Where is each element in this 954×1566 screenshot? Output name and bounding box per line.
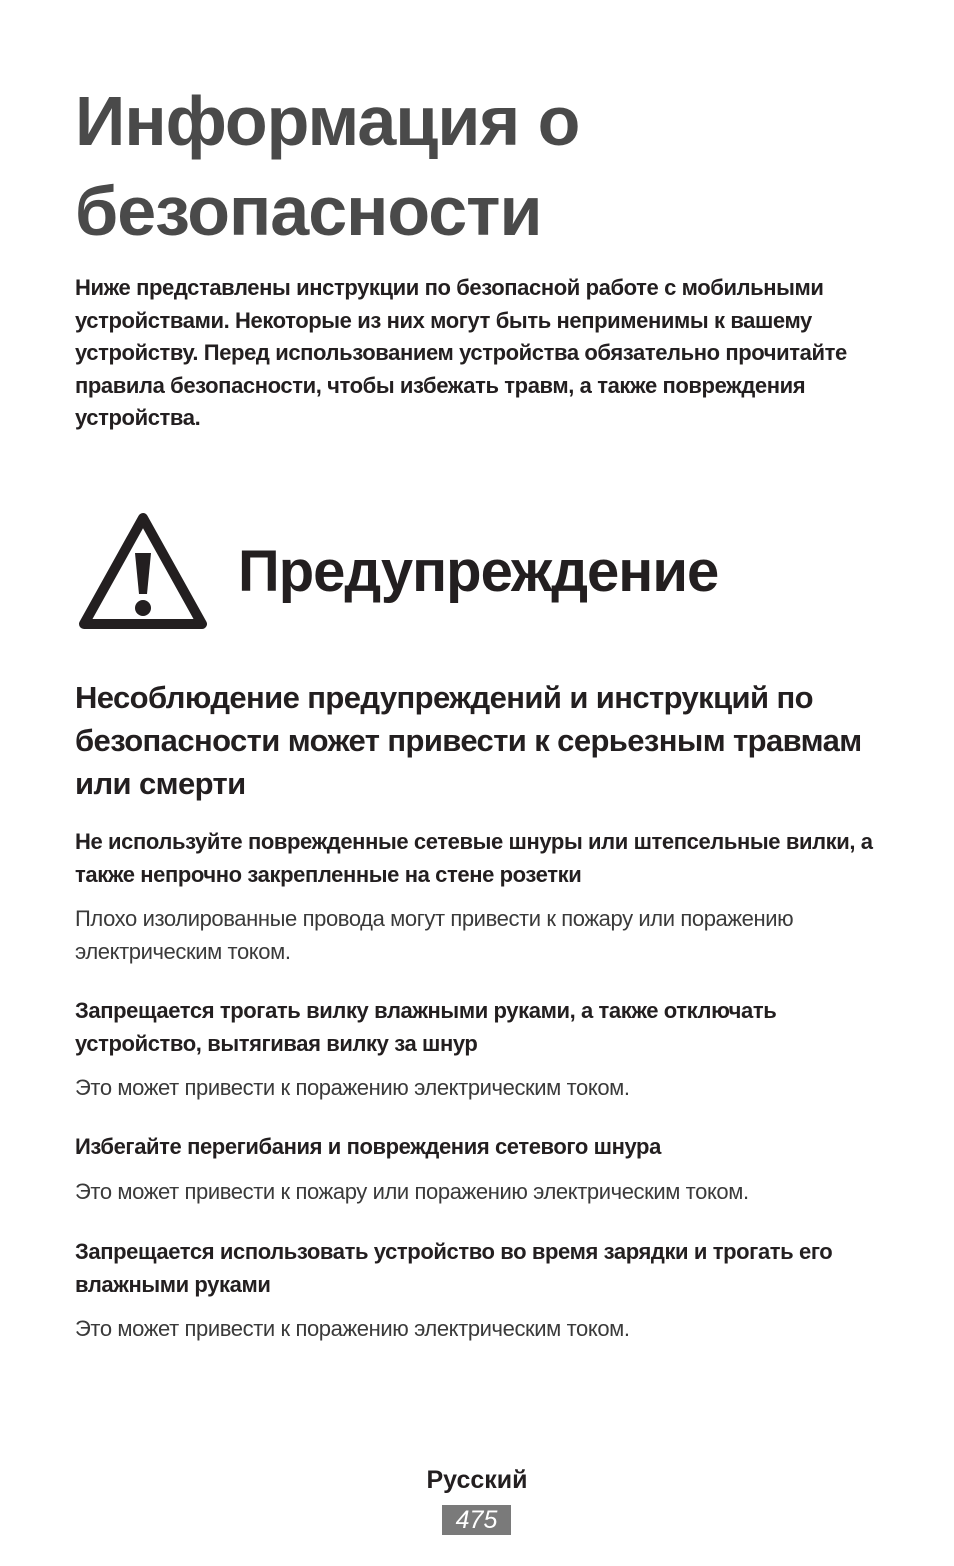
footer-language: Русский xyxy=(426,1466,528,1494)
warning-triangle-icon xyxy=(74,508,212,632)
rule-title: Не используйте поврежденные сетевые шнуры или штепсельные вилки, а также непрочно закрепленные на стене розетки xyxy=(75,829,873,887)
rule-title: Запрещается трогать вилку влажными руками, а также отключать устройство, вытягивая вилку за шнур xyxy=(75,998,777,1056)
section-heading: Несоблюдение предупреждений и инструкций по безопасности может привести к серьезным травмам или смерти xyxy=(75,680,862,801)
rule-title: Избегайте перегибания и повреждения сетевого шнура xyxy=(75,1134,661,1159)
rule-body: Это может привести к поражению электрическим током. xyxy=(75,1316,630,1341)
warning-heading: Предупреждение xyxy=(238,539,719,604)
rule-title: Запрещается использовать устройство во время зарядки и трогать его влажными руками xyxy=(75,1239,833,1297)
rule-body: Это может привести к поражению электрическим током. xyxy=(75,1075,630,1100)
page-title: Информация о безопасности xyxy=(75,82,580,250)
page-number: 475 xyxy=(442,1505,511,1535)
rule-body: Это может привести к пожару или поражению электрическим током. xyxy=(75,1179,749,1204)
intro-paragraph: Ниже представлены инструкции по безопасной работе с мобильными устройствами. Некоторые из них могут быть неприменимы к вашему устройству. Перед использованием устройства обязательно прочитайте правила безопасности, чтобы избежать травм, а также повреждения устройства. xyxy=(75,275,847,430)
rule-body: Плохо изолированные провода могут привести к пожару или поражению электрическим током. xyxy=(75,906,794,964)
